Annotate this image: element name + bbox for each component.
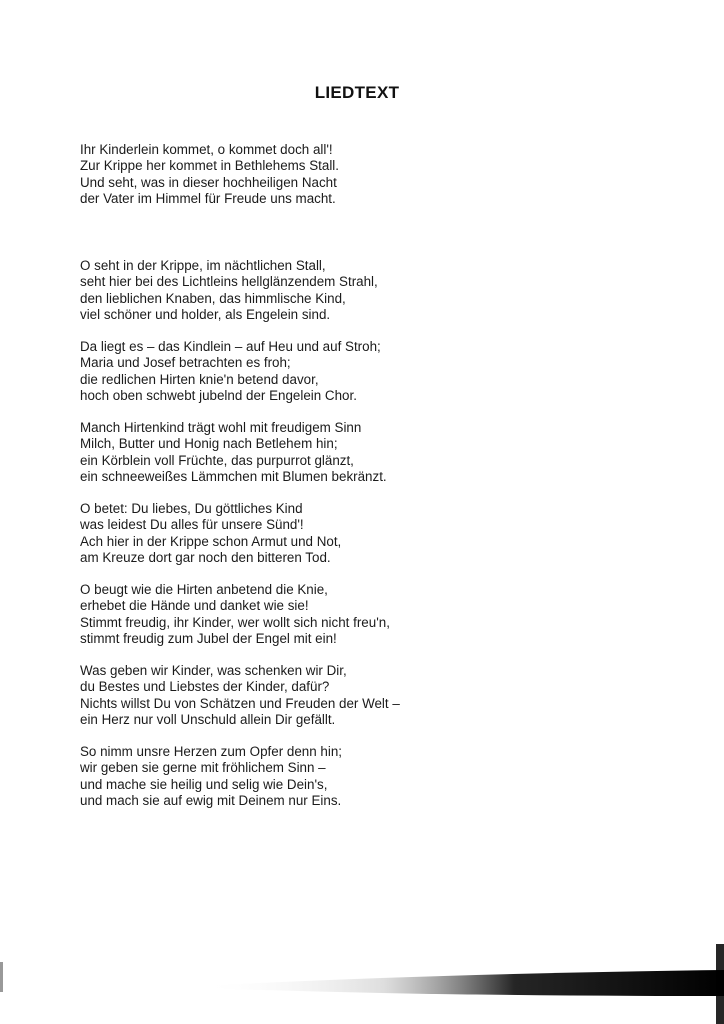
verse-line: ein Herz nur voll Unschuld allein Dir gefällt. [80,712,336,728]
verse-line: stimmt freudig zum Jubel der Engel mit ein! [80,631,337,647]
verse-line: O beugt wie die Hirten anbetend die Knie, [80,582,328,597]
verse-line: und mache sie heilig und selig wie Dein's, [80,776,328,792]
verse-line: Manch Hirtenkind trägt wohl mit freudigem Sinn [80,420,362,435]
verse-line: am Kreuze dort gar noch den bitteren Tod. [80,550,331,566]
stanza-2 [80,258,378,324]
verse-line: Was geben wir Kinder, was schenken wir Dir, [80,663,347,678]
verse-line: ein Körblein voll Früchte, das purpurrot glänzt, [80,452,354,468]
verse-line: O betet: Du liebes, Du göttliches Kind [80,501,303,516]
stanza-8 [80,744,342,810]
verse-line: Ihr Kinderlein kommet, o kommet doch all'! [80,142,333,157]
verse-line: erhebet die Hände und danket wie sie! [80,598,309,614]
verse-line: Und seht, was in dieser hochheiligen Nacht [80,174,337,190]
scan-shadow-artifact [0,944,724,1024]
verse-line: seht hier bei des Lichtleins hellglänzendem Strahl, [80,274,378,290]
verse-line: den lieblichen Knaben, das himmlische Kind, [80,290,346,306]
verse-line: und mach sie auf ewig mit Deinem nur Eins. [80,793,342,809]
verse-line: ein schneeweißes Lämmchen mit Blumen bekränzt. [80,469,387,485]
verse-line: So nimm unsre Herzen zum Opfer denn hin; [80,744,342,759]
stanza-6 [80,582,390,648]
verse-line: was leidest Du alles für unsere Sünd'! [80,517,304,533]
stanza-1 [80,142,339,208]
verse-line: Stimmt freudig, ihr Kinder, wer wollt sich nicht freu'n, [80,614,390,630]
verse-line: Maria und Josef betrachten es froh; [80,355,291,371]
stanza-3 [80,339,381,405]
verse-line: wir geben sie gerne mit fröhlichem Sinn – [80,760,326,776]
stanza-4 [80,420,387,486]
stanza-7 [80,663,400,729]
verse-line: Ach hier in der Krippe schon Armut und Not, [80,533,342,549]
verse-line: die redlichen Hirten knie'n betend davor, [80,371,319,387]
verse-line: O seht in der Krippe, im nächtlichen Stall, [80,258,326,273]
verse-line: Zur Krippe her kommet in Bethlehems Stall. [80,158,339,174]
verse-line: hoch oben schwebt jubelnd der Engelein Chor. [80,388,357,404]
verse-line: Nichts willst Du von Schätzen und Freuden der Welt – [80,695,400,711]
verse-line: Da liegt es – das Kindlein – auf Heu und auf Stroh; [80,339,381,354]
verse-line: viel schöner und holder, als Engelein sind. [80,307,331,323]
verse-line: du Bestes und Liebstes der Kinder, dafür? [80,679,330,695]
verse-line: Milch, Butter und Honig nach Betlehem hin; [80,436,338,452]
stanza-5 [80,501,341,567]
verse-line: der Vater im Himmel für Freude uns macht. [80,191,336,207]
page-title: LIEDTEXT [314,83,400,102]
